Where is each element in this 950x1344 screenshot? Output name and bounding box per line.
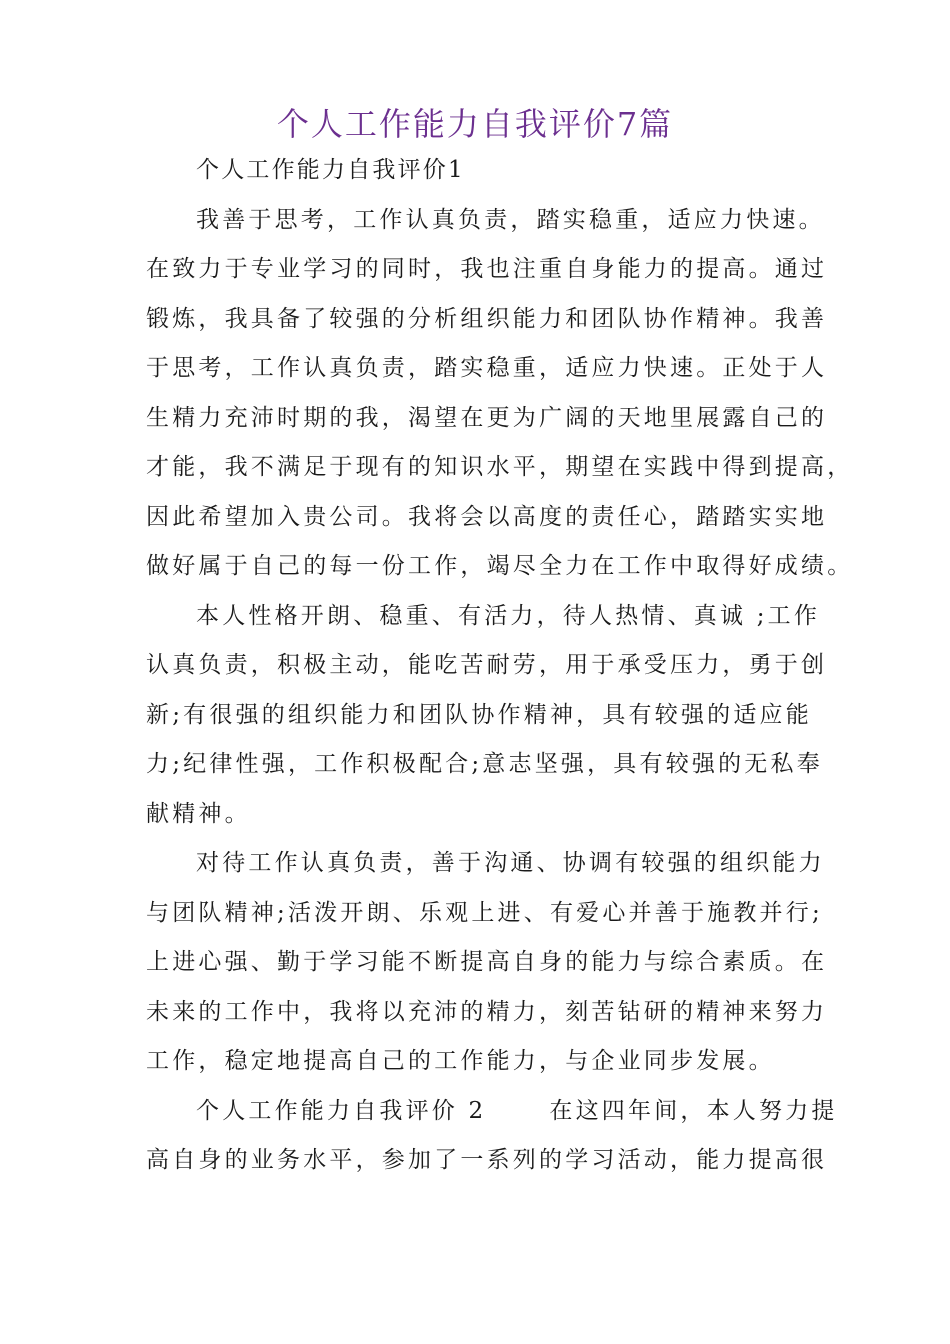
paragraph-line: 力;纪律性强，工作积极配合;意志坚强，具有较强的无私奉 <box>146 751 823 777</box>
section-heading-2: 个人工作能力自我评价 2 在这四年间，本人努力提 <box>196 1097 838 1124</box>
paragraph-line: 未来的工作中，我将以充沛的精力，刻苦钻研的精神来努力 <box>146 998 828 1025</box>
paragraph-line: 与团队精神;活泼开朗、乐观上进、有爱心并善于施教并行; <box>146 899 823 926</box>
paragraph-line: 我善于思考，工作认真负责，踏实稳重，适应力快速。 <box>196 206 825 233</box>
section-heading-1: 个人工作能力自我评价1 <box>196 157 465 183</box>
paragraph-line: 高自身的业务水平，参加了一系列的学习活动，能力提高很 <box>146 1147 828 1173</box>
paragraph-line: 认真负责，积极主动，能吃苦耐劳，用于承受压力，勇于创 <box>146 652 828 678</box>
document-title: 个人工作能力自我评价7篇 <box>276 105 674 143</box>
paragraph-line: 新;有很强的组织能力和团队协作精神，具有较强的适应能 <box>146 701 812 728</box>
paragraph-line: 做好属于自己的每一份工作，竭尽全力在工作中取得好成绩。 <box>146 553 854 579</box>
paragraph-line: 工作，稳定地提高自己的工作能力，与企业同步发展。 <box>146 1048 775 1074</box>
paragraph-line: 对待工作认真负责，善于沟通、协调有较强的组织能力 <box>196 850 825 876</box>
document-body <box>146 146 854 1186</box>
paragraph-line: 因此希望加入贵公司。我将会以高度的责任心，踏踏实实地 <box>146 503 828 530</box>
paragraph-line: 献精神。 <box>146 800 251 827</box>
paragraph-line: 在致力于专业学习的同时，我也注重自身能力的提高。通过 <box>146 256 828 282</box>
paragraph-line: 本人性格开朗、稳重、有活力，待人热情、真诚 ;工作 <box>196 602 821 629</box>
paragraph-line: 上进心强、勤于学习能不断提高自身的能力与综合素质。在 <box>146 949 828 975</box>
paragraph-line: 于思考，工作认真负责，踏实稳重，适应力快速。正处于人 <box>146 355 828 381</box>
paragraph-line: 生精力充沛时期的我，渴望在更为广阔的天地里展露自己的 <box>146 404 828 431</box>
paragraph-line: 锻炼，我具备了较强的分析组织能力和团队协作精神。我善 <box>146 305 828 332</box>
paragraph-line: 才能，我不满足于现有的知识水平，期望在实践中得到提高， <box>146 454 854 480</box>
